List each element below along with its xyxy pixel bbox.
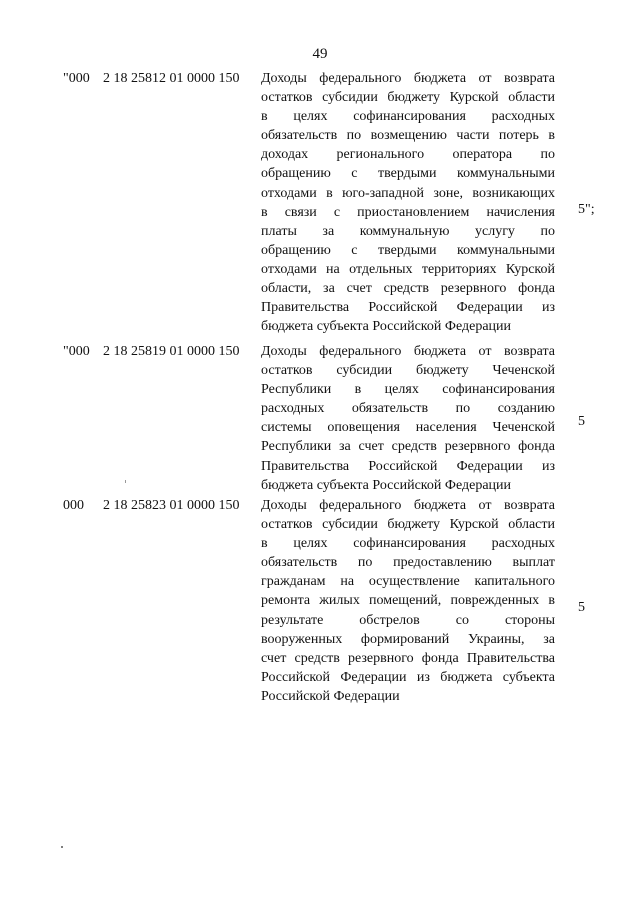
- description-line: расходных обязательств по созданию: [261, 401, 555, 417]
- admin-code: 000: [63, 498, 84, 513]
- amount: 5: [578, 600, 585, 615]
- description-line: доходах регионального оператора по: [261, 147, 555, 163]
- description-line: Российской Федерации из бюджета субъекта: [261, 669, 555, 685]
- scan-artifact: [125, 480, 126, 483]
- description-line: остатков субсидии бюджету Чеченской: [261, 363, 555, 379]
- description-line: Доходы федерального бюджета от возврата: [261, 71, 555, 86]
- description-line: остатков субсидии бюджету Курской области: [261, 517, 555, 533]
- scan-artifact: [61, 846, 63, 848]
- description-line: обязательств по предоставлению выплат: [261, 555, 555, 571]
- income-description: [261, 69, 555, 336]
- description-line: Доходы федерального бюджета от возврата: [261, 344, 555, 359]
- description-line: счет средств резервного фонда Правительства: [261, 650, 555, 666]
- description-line: в целях софинансирования расходных: [261, 109, 555, 125]
- description-line: обращению с твердыми коммунальными: [261, 166, 555, 182]
- description-line: отходами в юго-западной зоне, возникающих: [261, 185, 555, 201]
- description-line: области, за счет средств резервного фонда: [261, 281, 555, 297]
- description-line: Доходы федерального бюджета от возврата: [261, 498, 555, 513]
- description-line: остатков субсидии бюджету Курской области: [261, 90, 555, 106]
- income-description: [261, 342, 555, 495]
- description-line: платы за коммунальную услугу по: [261, 223, 555, 239]
- description-line: бюджета субъекта Российской Федерации: [261, 477, 512, 493]
- description-line: ремонта жилых помещений, поврежденных в: [261, 593, 555, 609]
- page-number: 49: [312, 46, 328, 62]
- description-line: отходами на отдельных территориях Курской: [261, 261, 555, 277]
- description-line: Российской Федерации: [261, 688, 400, 704]
- description-line: гражданам на осуществление капитального: [261, 574, 555, 590]
- income-description: [261, 496, 555, 706]
- budget-classification-code: 2 18 25819 01 0000 150: [103, 344, 240, 359]
- description-line: обращению с твердыми коммунальными: [261, 242, 555, 258]
- budget-classification-code: 2 18 25812 01 0000 150: [103, 71, 240, 86]
- description-line: в целях софинансирования расходных: [261, 536, 555, 552]
- amount: 5";: [578, 202, 595, 217]
- description-line: Правительства Российской Федерации из: [261, 458, 555, 474]
- description-line: Республики за счет средств резервного фонда: [261, 439, 555, 455]
- description-line: вооруженных формирований Украины, за: [261, 631, 555, 647]
- description-line: бюджета субъекта Российской Федерации: [261, 319, 512, 335]
- description-line: системы оповещения населения Чеченской: [261, 420, 555, 436]
- description-line: обязательств по возмещению части потерь в: [261, 128, 555, 144]
- description-line: результате обстрелов со стороны: [261, 612, 555, 628]
- admin-code: "000: [63, 71, 90, 86]
- description-line: Правительства Российской Федерации из: [261, 300, 555, 316]
- description-line: Республики в целях софинансирования: [261, 382, 555, 398]
- admin-code: "000: [63, 344, 90, 359]
- amount: 5: [578, 414, 585, 429]
- description-line: в связи с приостановлением начисления: [261, 204, 555, 220]
- budget-classification-code: 2 18 25823 01 0000 150: [103, 498, 240, 513]
